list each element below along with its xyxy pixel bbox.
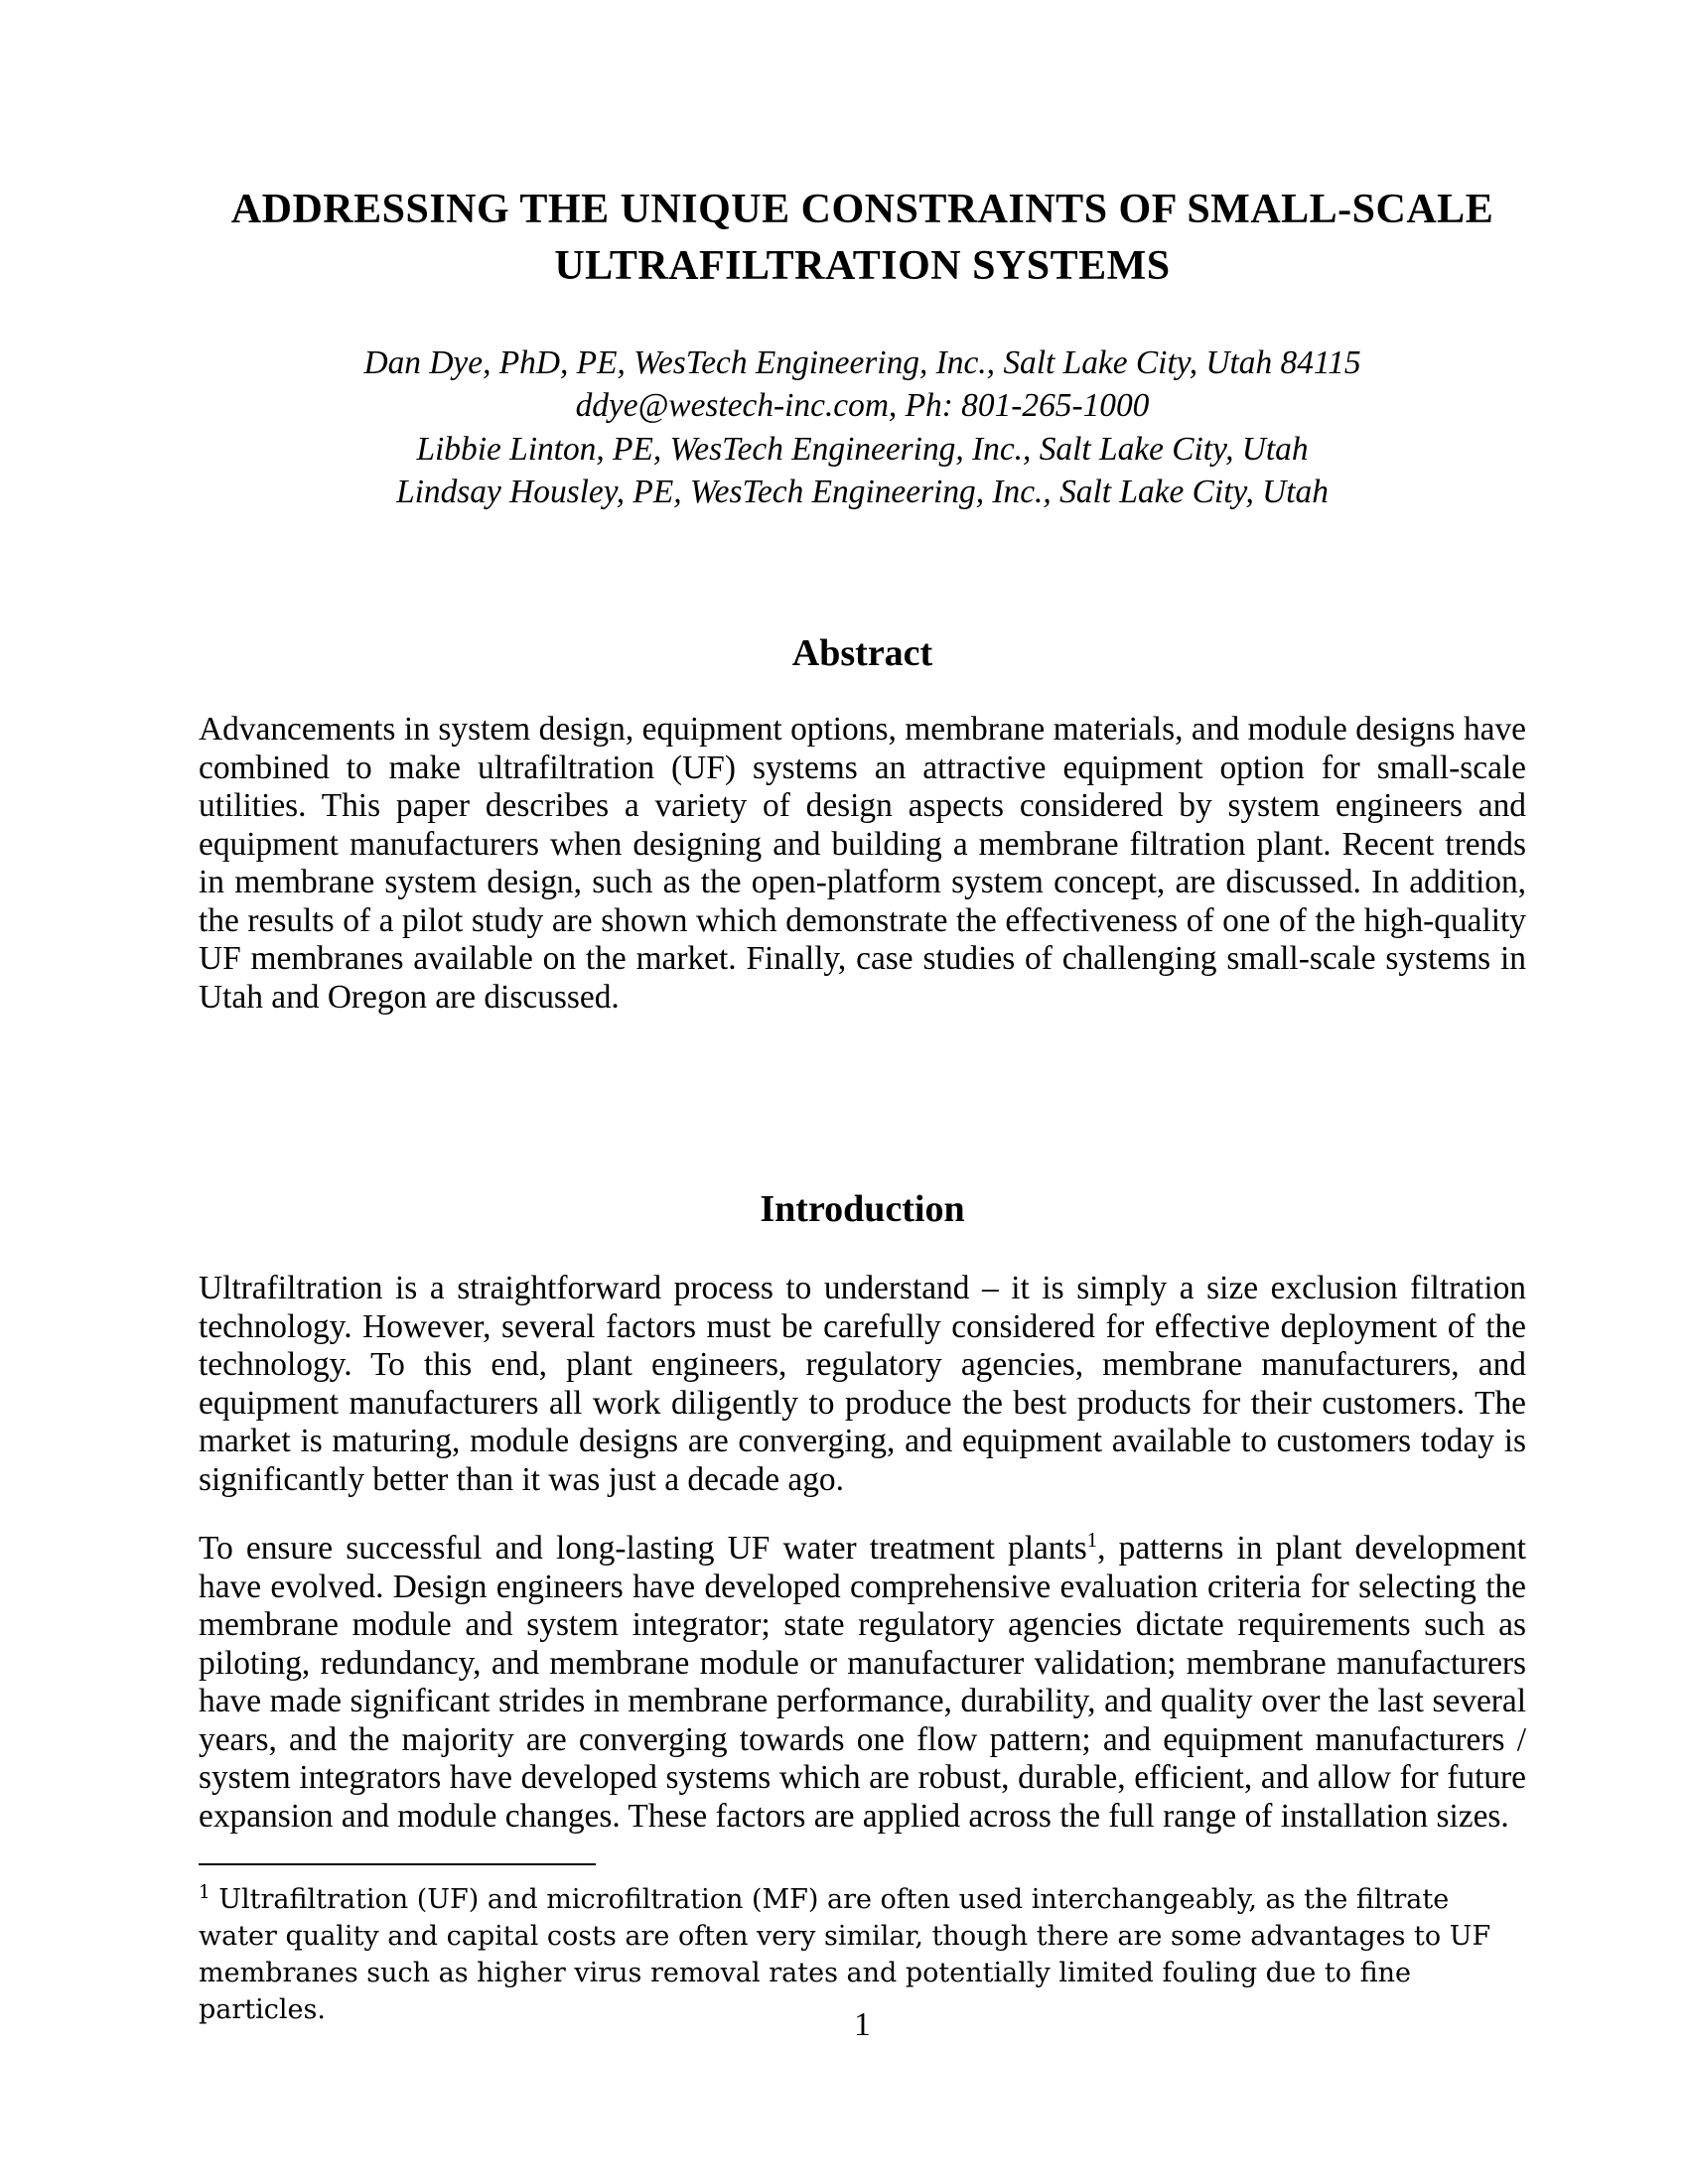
paragraph-text: To ensure successful and long-lasting UF water treatment plants	[199, 1530, 1087, 1567]
page-number: 1	[854, 2006, 871, 2043]
introduction-paragraph-1: Ultrafiltration is a straightforward process to understand – it is simply a size exclusion filtration technology. However, several factors must be carefully considered for effective deployment of the technology. To this end, plant engineers, regulatory agencies, membrane manufacturers, and equipment manufacturers all work diligently to produce the best products for their customers. The market is maturing, module designs are converging, and equipment available to customers today is significantly better than it was just a decade ago.	[199, 1270, 1526, 1498]
footnote-reference-marker: 1	[1086, 1529, 1098, 1552]
introduction-paragraph-2	[199, 1530, 1526, 1836]
author-contact-line: ddye@westech-inc.com, Ph: 801-265-1000	[575, 387, 1150, 425]
abstract-heading: Abstract	[791, 632, 933, 674]
introduction-heading: Introduction	[760, 1188, 965, 1230]
paper-title-line-2: ULTRAFILTRATION SYSTEMS	[554, 243, 1171, 289]
paragraph-text: , patterns in plant development have evolved. Design engineers have developed comprehensive evaluation criteria for selecting the membrane module and system integrator; state regulatory agencies dictate requirements such as piloting, redundancy, and membrane module or manufacturer validation; membrane manufacturers have made significant strides in membrane performance, durability, and quality over the last several years, and the majority are converging towards one flow pattern; and equipment manufacturers / system integrators have developed systems which are robust, durable, efficient, and allow for future expansion and module changes. These factors are applied across the full range of installation sizes.	[199, 1530, 1526, 1835]
abstract-paragraph: Advancements in system design, equipment options, membrane materials, and module designs have combined to make ultrafiltration (UF) systems an attractive equipment option for small-scale utilities. This paper describes a variety of design aspects considered by system engineers and equipment manufacturers when designing and building a membrane filtration plant. Recent trends in membrane system design, such as the open-platform system concept, are discussed. In addition, the results of a pilot study are shown which demonstrate the effectiveness of one of the high-quality UF membranes available on the market. Finally, case studies of challenging small-scale systems in Utah and Oregon are discussed.	[199, 711, 1526, 1016]
footnote-marker: 1	[199, 1882, 211, 1903]
author-line: Lindsay Housley, PE, WesTech Engineering, Inc., Salt Lake City, Utah	[396, 473, 1329, 510]
author-line: Dan Dye, PhD, PE, WesTech Engineering, Inc., Salt Lake City, Utah 84115	[363, 344, 1361, 381]
paper-title-line-1: ADDRESSING THE UNIQUE CONSTRAINTS OF SMALL-SCALE	[230, 187, 1494, 232]
author-line: Libbie Linton, PE, WesTech Engineering, Inc., Salt Lake City, Utah	[416, 430, 1309, 468]
author-block	[199, 341, 1526, 513]
paper-title	[199, 182, 1526, 295]
footnote-separator-rule	[199, 1863, 596, 1865]
footnote-text: Ultrafiltration (UF) and microfiltration (MF) are often used interchangeably, as the filtrate water quality and capital costs are often very similar, though there are some advantages to UF membranes such as higher virus removal rates and potentially limited fouling due to fine particles.	[199, 1884, 1491, 2025]
